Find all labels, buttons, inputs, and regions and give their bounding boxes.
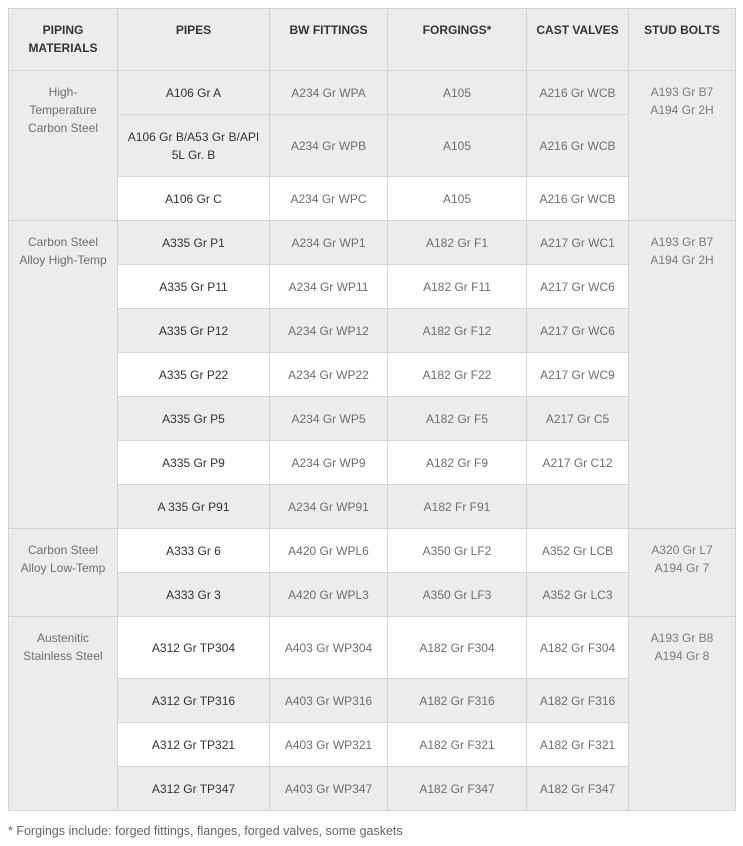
cast-valves-cell: A182 Gr F316 xyxy=(527,679,629,723)
pipes-cell: A335 Gr P11 xyxy=(118,265,270,309)
forgings-cell: A182 Gr F11 xyxy=(388,265,527,309)
cast-valves-cell: A217 Gr WC1 xyxy=(527,221,629,265)
bw-fittings-cell: A403 Gr WP347 xyxy=(270,767,388,811)
bw-fittings-cell: A234 Gr WP91 xyxy=(270,485,388,529)
pipes-cell: A333 Gr 3 xyxy=(118,573,270,617)
forgings-cell: A182 Gr F12 xyxy=(388,309,527,353)
pipes-cell: A335 Gr P9 xyxy=(118,441,270,485)
forgings-cell: A105 xyxy=(388,115,527,177)
table-row xyxy=(9,679,736,723)
bw-fittings-cell: A403 Gr WP304 xyxy=(270,617,388,679)
header-row xyxy=(9,9,736,71)
bw-fittings-cell: A234 Gr WPA xyxy=(270,71,388,115)
pipes-cell: A335 Gr P12 xyxy=(118,309,270,353)
bw-fittings-cell: A234 Gr WP9 xyxy=(270,441,388,485)
cast-valves-cell: A352 Gr LCB xyxy=(527,529,629,573)
table-row xyxy=(9,397,736,441)
table-row xyxy=(9,441,736,485)
piping-materials-table xyxy=(8,8,736,811)
cast-valves-cell: A216 Gr WCB xyxy=(527,71,629,115)
stud-bolts-cell: A193 Gr B7 A194 Gr 2H xyxy=(629,71,736,221)
bw-fittings-cell: A403 Gr WP316 xyxy=(270,679,388,723)
forgings-cell: A105 xyxy=(388,177,527,221)
cast-valves-cell: A217 Gr C5 xyxy=(527,397,629,441)
forgings-cell: A350 Gr LF3 xyxy=(388,573,527,617)
forgings-cell: A182 Gr F304 xyxy=(388,617,527,679)
cast-valves-cell: A216 Gr WCB xyxy=(527,115,629,177)
forgings-cell: A182 Gr F22 xyxy=(388,353,527,397)
table-row xyxy=(9,485,736,529)
pipes-cell: A312 Gr TP304 xyxy=(118,617,270,679)
forgings-cell: A182 Gr F9 xyxy=(388,441,527,485)
table-row xyxy=(9,115,736,177)
forgings-cell: A182 Gr F316 xyxy=(388,679,527,723)
table-row xyxy=(9,767,736,811)
cast-valves-cell: A217 Gr WC6 xyxy=(527,265,629,309)
forgings-cell: A350 Gr LF2 xyxy=(388,529,527,573)
table-row xyxy=(9,353,736,397)
bw-fittings-cell: A234 Gr WPC xyxy=(270,177,388,221)
forgings-cell: A182 Gr F321 xyxy=(388,723,527,767)
table-body xyxy=(9,71,736,811)
pipes-cell: A312 Gr TP347 xyxy=(118,767,270,811)
bw-fittings-cell: A234 Gr WPB xyxy=(270,115,388,177)
cast-valves-cell: A352 Gr LC3 xyxy=(527,573,629,617)
header-piping-materials: PIPING MATERIALS xyxy=(9,9,118,71)
cast-valves-cell xyxy=(527,485,629,529)
stud-bolts-cell: A320 Gr L7 A194 Gr 7 xyxy=(629,529,736,617)
pipes-cell: A335 Gr P1 xyxy=(118,221,270,265)
header-bw-fittings: BW FITTINGS xyxy=(270,9,388,71)
bw-fittings-cell: A234 Gr WP22 xyxy=(270,353,388,397)
table-row xyxy=(9,221,736,265)
cast-valves-cell: A217 Gr WC6 xyxy=(527,309,629,353)
header-pipes: PIPES xyxy=(118,9,270,71)
pipes-cell: A312 Gr TP316 xyxy=(118,679,270,723)
piping-material-cell: Austenitic Stainless Steel xyxy=(9,617,118,811)
forgings-cell: A182 Fr F91 xyxy=(388,485,527,529)
pipes-cell: A335 Gr P22 xyxy=(118,353,270,397)
cast-valves-cell: A217 Gr C12 xyxy=(527,441,629,485)
header-forgings: FORGINGS* xyxy=(388,9,527,71)
cast-valves-cell: A182 Gr F347 xyxy=(527,767,629,811)
cast-valves-cell: A217 Gr WC9 xyxy=(527,353,629,397)
table-row xyxy=(9,309,736,353)
pipes-cell: A335 Gr P5 xyxy=(118,397,270,441)
pipes-cell: A106 Gr C xyxy=(118,177,270,221)
table-row xyxy=(9,617,736,679)
cast-valves-cell: A182 Gr F321 xyxy=(527,723,629,767)
table-row xyxy=(9,265,736,309)
pipes-cell: A312 Gr TP321 xyxy=(118,723,270,767)
pipes-cell: A106 Gr B/A53 Gr B/API 5L Gr. B xyxy=(118,115,270,177)
cast-valves-cell: A182 Gr F304 xyxy=(527,617,629,679)
table-row xyxy=(9,71,736,115)
pipes-cell: A106 Gr A xyxy=(118,71,270,115)
bw-fittings-cell: A234 Gr WP12 xyxy=(270,309,388,353)
bw-fittings-cell: A234 Gr WP5 xyxy=(270,397,388,441)
forgings-cell: A182 Gr F5 xyxy=(388,397,527,441)
piping-material-cell: Carbon Steel Alloy High-Temp xyxy=(9,221,118,529)
pipes-cell: A333 Gr 6 xyxy=(118,529,270,573)
header-cast-valves: CAST VALVES xyxy=(527,9,629,71)
bw-fittings-cell: A420 Gr WPL6 xyxy=(270,529,388,573)
forgings-cell: A182 Gr F1 xyxy=(388,221,527,265)
table-row xyxy=(9,529,736,573)
table-row xyxy=(9,177,736,221)
stud-bolts-cell: A193 Gr B7 A194 Gr 2H xyxy=(629,221,736,529)
pipes-cell: A 335 Gr P91 xyxy=(118,485,270,529)
header-stud-bolts: STUD BOLTS xyxy=(629,9,736,71)
stud-bolts-cell: A193 Gr B8 A194 Gr 8 xyxy=(629,617,736,811)
table-row xyxy=(9,723,736,767)
piping-material-cell: Carbon Steel Alloy Low-Temp xyxy=(9,529,118,617)
bw-fittings-cell: A234 Gr WP1 xyxy=(270,221,388,265)
piping-material-cell: High-Temperature Carbon Steel xyxy=(9,71,118,221)
bw-fittings-cell: A403 Gr WP321 xyxy=(270,723,388,767)
cast-valves-cell: A216 Gr WCB xyxy=(527,177,629,221)
forgings-cell: A182 Gr F347 xyxy=(388,767,527,811)
table-row xyxy=(9,573,736,617)
footnote: * Forgings include: forged fittings, flanges, forged valves, some gaskets xyxy=(8,824,403,838)
bw-fittings-cell: A234 Gr WP11 xyxy=(270,265,388,309)
forgings-cell: A105 xyxy=(388,71,527,115)
bw-fittings-cell: A420 Gr WPL3 xyxy=(270,573,388,617)
